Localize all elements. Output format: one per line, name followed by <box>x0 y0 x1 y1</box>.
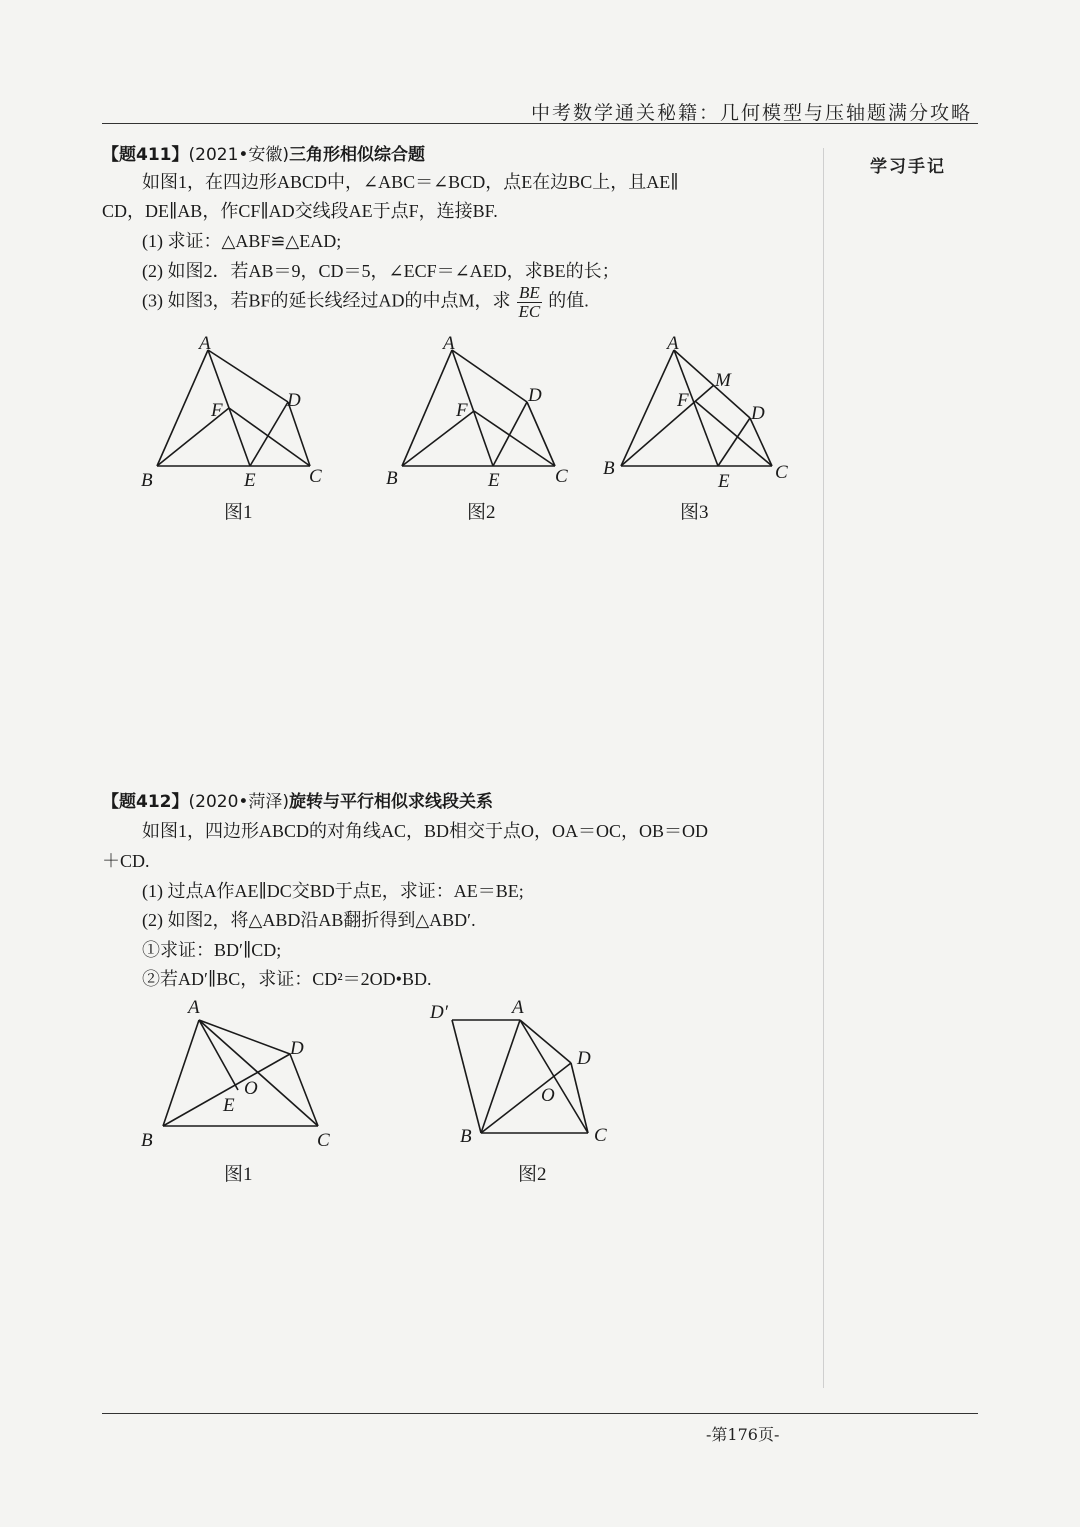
figure-411-1-label-d: D <box>287 390 301 411</box>
problem-411-label: 【题411】 <box>102 145 189 165</box>
problem-411-source: (2021•安徽) <box>188 145 290 165</box>
problem-412-question-1: (1) 过点A作AE∥DC交BD于点E，求证：AE＝BE; <box>142 881 524 901</box>
figure-412-1-label-a: A <box>188 997 200 1018</box>
page-number: -第176页- <box>706 1425 780 1444</box>
figure-411-3-label-a: A <box>667 333 679 354</box>
figure-412-2-caption: 图2 <box>518 1164 547 1185</box>
problem-412-line-2: ＋CD. <box>102 851 150 871</box>
figure-412-2-label-o: O <box>541 1085 555 1106</box>
fraction-denominator: EC <box>518 301 541 321</box>
problem-411-line-2: CD，DE∥AB，作CF∥AD交线段AE于点F，连接BF. <box>102 201 498 221</box>
problem-412-question-2-part-1: ①求证：BD′∥CD; <box>142 940 282 960</box>
figure-412-1-caption: 图1 <box>224 1164 253 1185</box>
problem-412-line-1: 如图1，四边形ABCD的对角线AC，BD相交于点O，OA＝OC，OB＝OD <box>142 821 709 841</box>
footer-divider <box>102 1413 978 1414</box>
figure-411-2-label-e: E <box>488 470 500 491</box>
problem-411-topic: 三角形相似综合题 <box>289 145 426 165</box>
figure-411-3-label-b: B <box>603 458 615 479</box>
figure-411-1-label-b: B <box>141 470 153 491</box>
figure-412-1-label-c: C <box>317 1130 330 1151</box>
figure-411-3-label-c: C <box>775 462 788 483</box>
problem-412-source: (2020•菏泽) <box>188 792 290 812</box>
figure-412-2-lines <box>452 1020 588 1133</box>
figure-411-1-label-f: F <box>211 400 223 421</box>
problem-411-question-1: (1) 求证：△ABF≌△EAD; <box>142 231 342 251</box>
problem-412-topic: 旋转与平行相似求线段关系 <box>289 792 494 812</box>
figure-412-2-label-d: D <box>577 1048 591 1069</box>
figure-411-3-label-f: F <box>677 390 689 411</box>
figure-412-2-label-a: A <box>512 997 524 1018</box>
figure-411-1-caption: 图1 <box>224 502 253 523</box>
problem-411-line-1: 如图1，在四边形ABCD中，∠ABC＝∠BCD，点E在边BC上，且AE∥ <box>142 172 679 192</box>
problem-412-label: 【题412】 <box>102 792 189 812</box>
figure-411-2-label-d: D <box>528 385 542 406</box>
problem-412-question-2-part-2: ②若AD′∥BC，求证：CD²＝2OD•BD. <box>142 969 432 989</box>
figure-412-2-label-c: C <box>594 1125 607 1146</box>
figure-412-1-label-e: E <box>223 1095 235 1116</box>
problem-411-q3-prefix: (3) 如图3，若BF的延长线经过AD的中点M，求 <box>142 290 511 311</box>
figure-411-1-label-e: E <box>244 470 256 491</box>
figure-412-1-label-o: O <box>244 1078 258 1099</box>
figure-412-2-label-b: B <box>460 1126 472 1147</box>
problem-411-question-2: (2) 如图2．若AB＝9，CD＝5，∠ECF＝∠AED，求BE的长； <box>142 261 620 281</box>
figure-411-2-label-c: C <box>555 466 568 487</box>
figure-412-1-label-b: B <box>141 1130 153 1151</box>
figure-411-2-caption: 图2 <box>467 502 496 523</box>
figure-411-3-label-m: M <box>715 370 731 391</box>
figure-411-3-label-d: D <box>751 403 765 424</box>
notes-column-title: 学习手记 <box>870 157 946 177</box>
figure-411-1-label-c: C <box>309 466 322 487</box>
problem-412-question-2: (2) 如图2，将△ABD沿AB翻折得到△ABD′. <box>142 910 476 930</box>
fraction-numerator: BE <box>517 284 543 303</box>
figure-411-2-label-f: F <box>456 400 468 421</box>
figure-412-1-label-d: D <box>290 1038 304 1059</box>
figure-411-2-label-b: B <box>386 468 398 489</box>
book-title: 中考数学通关秘籍：几何模型与压轴题满分攻略 <box>530 102 972 124</box>
problem-411-q3-suffix: 的值. <box>548 290 589 311</box>
figure-411-1-label-a: A <box>199 333 211 354</box>
figure-411-2-label-a: A <box>443 333 455 354</box>
figure-411-3-caption: 图3 <box>680 502 709 523</box>
figure-412-2-label-dprime: D′ <box>430 1002 448 1023</box>
figure-411-3-label-e: E <box>718 471 730 492</box>
